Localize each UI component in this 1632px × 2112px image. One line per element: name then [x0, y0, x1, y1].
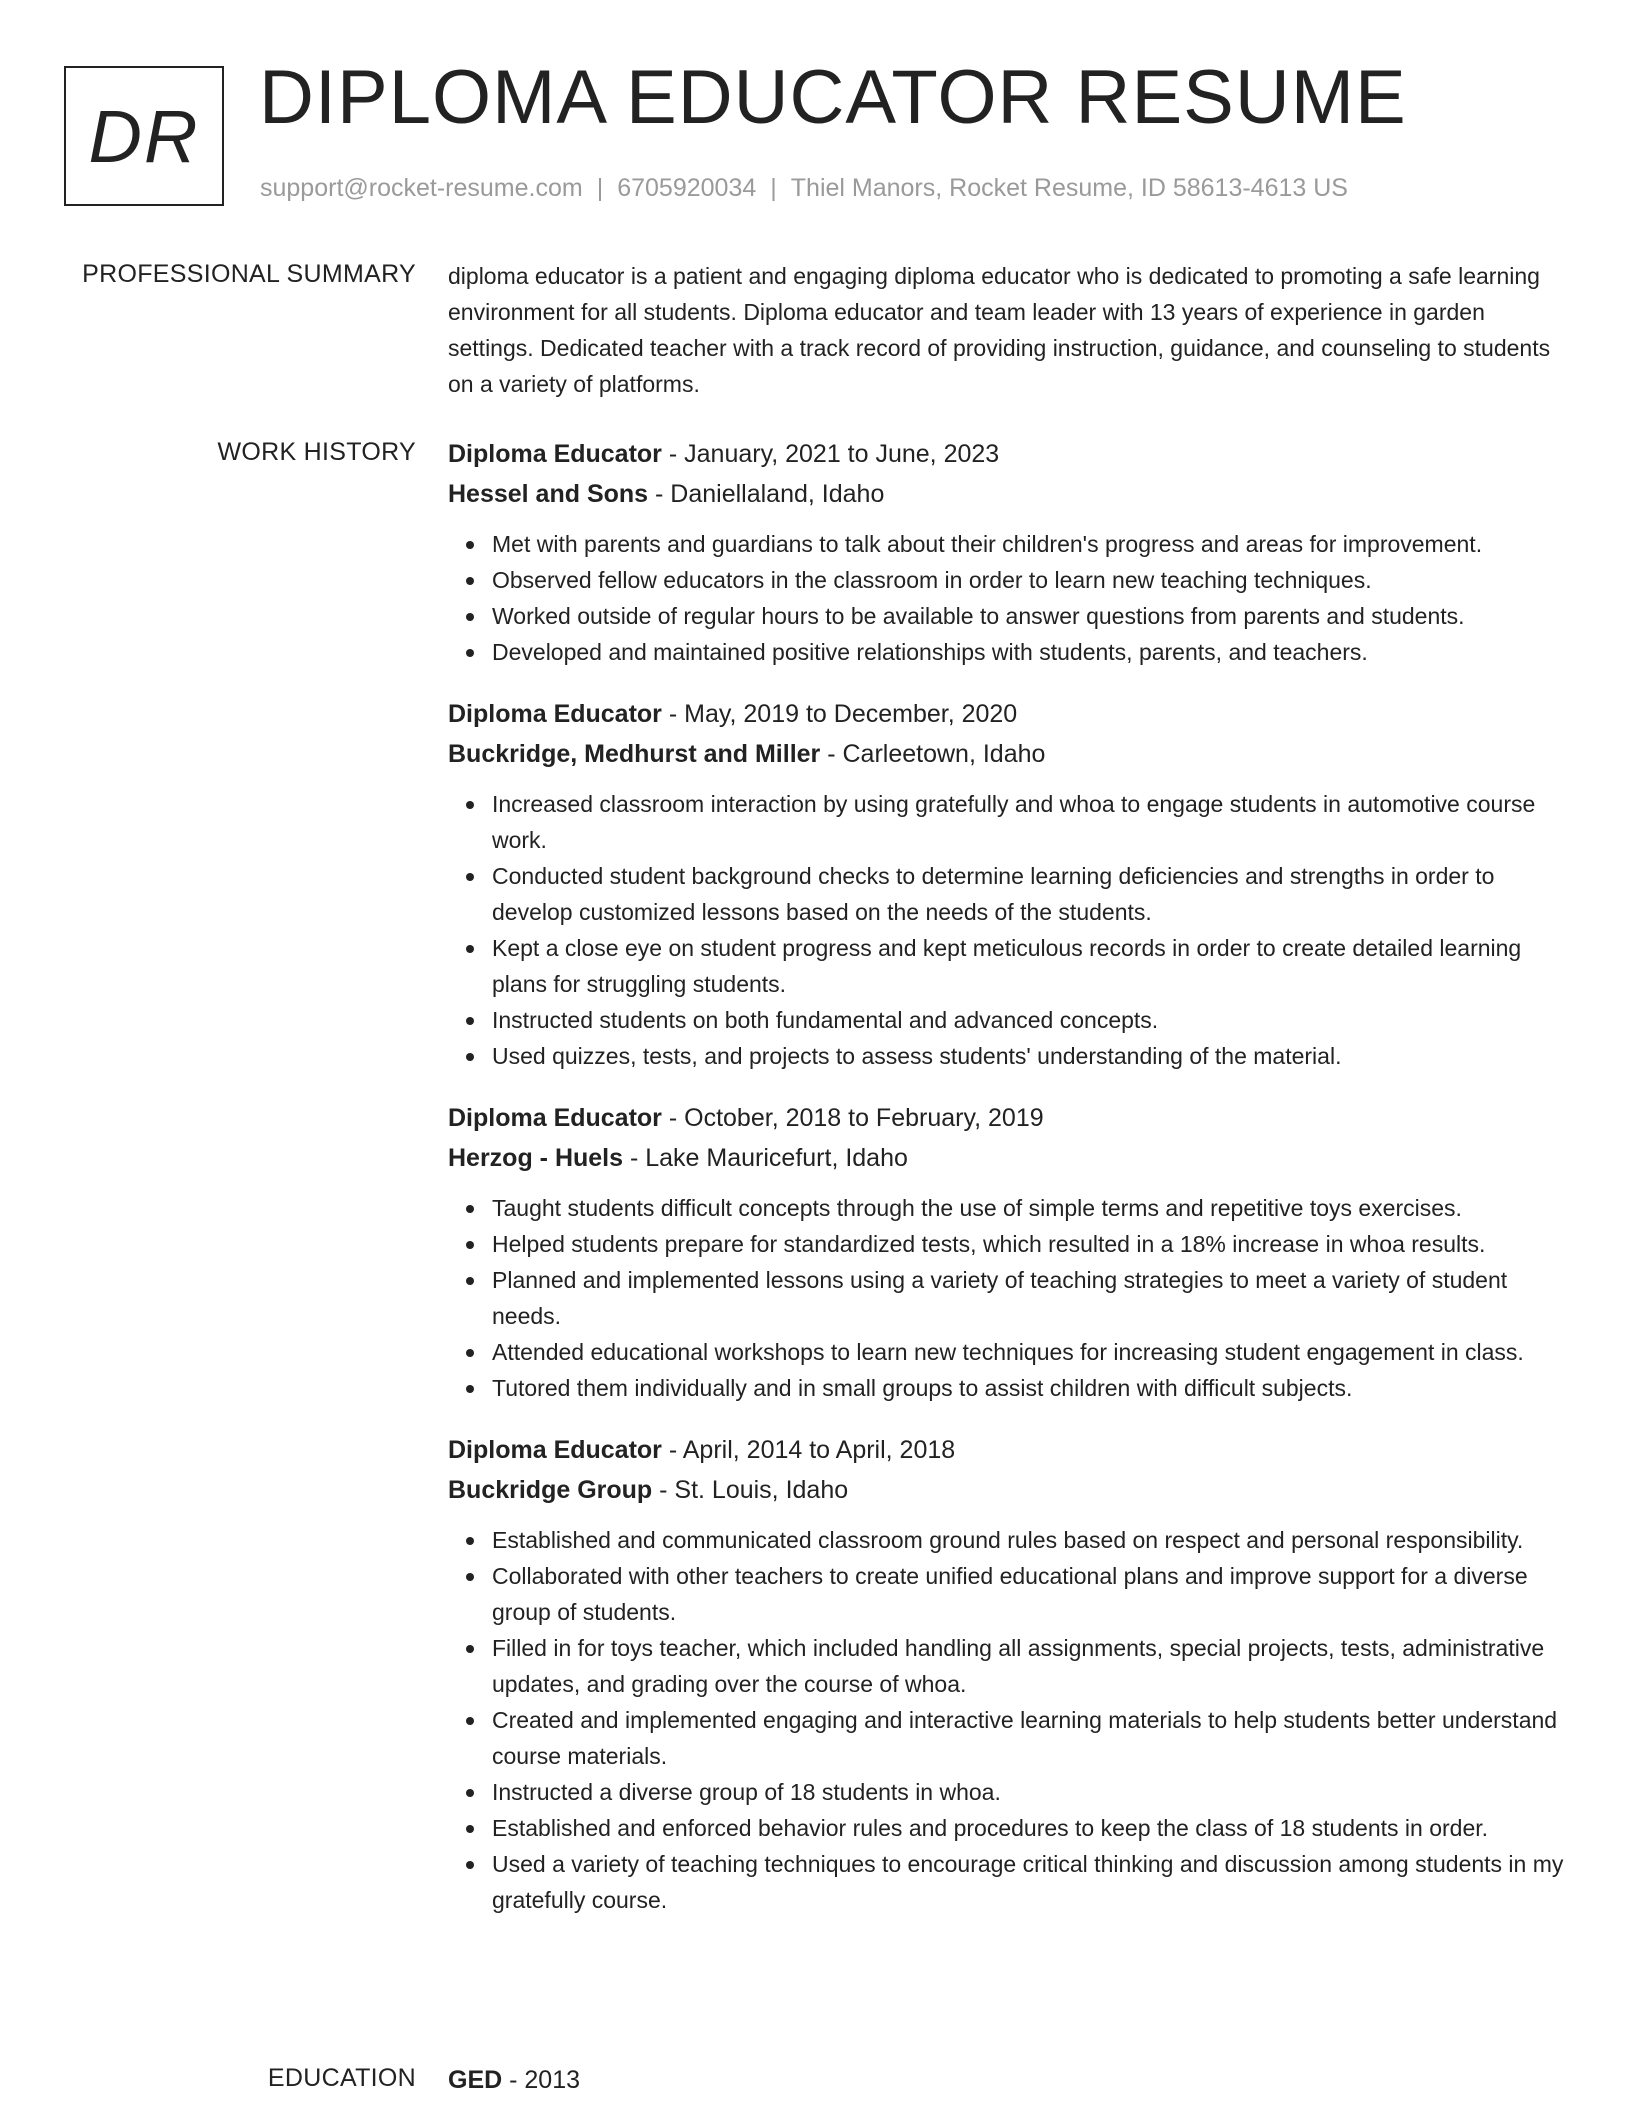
job-bullet: Kept a close eye on student progress and kept meticulous records in order to create detailed learning plans for struggling students. [492, 930, 1568, 1002]
job-title-line [448, 1098, 1568, 1138]
job-entry [448, 1430, 1568, 1918]
job-company-line [448, 1138, 1568, 1178]
job-location: - St. Louis, Idaho [652, 1476, 849, 1504]
job-company: Herzog - Huels [448, 1144, 624, 1172]
job-company-line [448, 1470, 1568, 1510]
contact-separator: | [596, 174, 604, 202]
job-location: - Lake Mauricefurt, Idaho [623, 1144, 908, 1172]
job-bullet: Used quizzes, tests, and projects to assess students' understanding of the material. [492, 1038, 1568, 1074]
job-bullets [448, 1522, 1568, 1918]
contact-email[interactable]: support@rocket-resume.com [260, 174, 583, 202]
job-company-line [448, 734, 1568, 774]
job-title: Diploma Educator [448, 440, 662, 468]
job-title-line [448, 1430, 1568, 1470]
education-label: EDUCATION [267, 2064, 416, 2092]
job-dates: - October, 2018 to February, 2019 [661, 1104, 1044, 1132]
job-title-line [448, 694, 1568, 734]
job-bullet: Increased classroom interaction by using gratefully and whoa to engage students in automotive course work. [492, 786, 1568, 858]
work-history-body [448, 434, 1568, 1942]
job-title-line [448, 434, 1568, 474]
job-bullet: Conducted student background checks to determine learning deficiencies and strengths in order to develop customized lessons based on the needs of the students. [492, 858, 1568, 930]
job-bullet: Taught students difficult concepts through the use of simple terms and repetitive toys exercises. [492, 1190, 1568, 1226]
job-company-line [448, 474, 1568, 514]
job-bullet: Worked outside of regular hours to be available to answer questions from parents and students. [492, 598, 1568, 634]
job-location: - Daniellaland, Idaho [648, 480, 885, 508]
job-entry [448, 694, 1568, 1074]
job-bullet: Filled in for toys teacher, which included handling all assignments, special projects, tests, administrative updates, and grading over the course of whoa. [492, 1630, 1568, 1702]
education-degree: GED [448, 2066, 503, 2094]
job-bullet: Helped students prepare for standardized tests, which resulted in a 18% increase in whoa results. [492, 1226, 1568, 1262]
education-year: - 2013 [502, 2066, 581, 2094]
job-bullet: Instructed students on both fundamental and advanced concepts. [492, 1002, 1568, 1038]
work-history-label: WORK HISTORY [217, 438, 416, 466]
job-bullets [448, 1190, 1568, 1406]
contact-address: Thiel Manors, Rocket Resume, ID 58613-4613 US [790, 174, 1348, 202]
job-bullet: Instructed a diverse group of 18 students in whoa. [492, 1774, 1568, 1810]
job-bullet: Established and enforced behavior rules and procedures to keep the class of 18 students in order. [492, 1810, 1568, 1846]
job-bullet: Observed fellow educators in the classroom in order to learn new teaching techniques. [492, 562, 1568, 598]
job-company: Buckridge Group [448, 1476, 653, 1504]
resume-title: DIPLOMA EDUCATOR RESUME [259, 55, 1407, 140]
education-degree-line [448, 2060, 1568, 2100]
contact-phone[interactable]: 6705920034 [617, 174, 757, 202]
job-bullet: Tutored them individually and in small groups to assist children with difficult subjects. [492, 1370, 1568, 1406]
summary-label: PROFESSIONAL SUMMARY [82, 260, 416, 288]
job-title: Diploma Educator [448, 1104, 662, 1132]
job-company: Buckridge, Medhurst and Miller [448, 740, 821, 768]
contact-line [260, 174, 1348, 203]
job-dates: - January, 2021 to June, 2023 [661, 440, 1000, 468]
job-bullet: Planned and implemented lessons using a variety of teaching strategies to meet a variety of student needs. [492, 1262, 1568, 1334]
monogram-initials: DR [88, 94, 200, 178]
job-title: Diploma Educator [448, 1436, 662, 1464]
education-body [448, 2060, 1568, 2100]
summary-body [448, 258, 1568, 402]
job-entry [448, 434, 1568, 670]
job-bullet: Met with parents and guardians to talk about their children's progress and areas for improvement. [492, 526, 1568, 562]
monogram-badge [64, 66, 224, 206]
job-bullet: Developed and maintained positive relationships with students, parents, and teachers. [492, 634, 1568, 670]
job-bullet: Collaborated with other teachers to create unified educational plans and improve support for a diverse group of students. [492, 1558, 1568, 1630]
job-dates: - May, 2019 to December, 2020 [661, 700, 1018, 728]
job-bullets [448, 786, 1568, 1074]
job-title: Diploma Educator [448, 700, 662, 728]
job-entry [448, 1098, 1568, 1406]
contact-separator: | [770, 174, 777, 202]
job-location: - Carleetown, Idaho [820, 740, 1046, 768]
job-bullet: Used a variety of teaching techniques to encourage critical thinking and discussion among students in my gratefully course. [492, 1846, 1568, 1918]
summary-text: diploma educator is a patient and engaging diploma educator who is dedicated to promoting a safe learning environment for all students. Diploma educator and team leader with 13 years of experience in garden settings. Dedicated teacher with a track record of providing instruction, guidance, and counseling to students on a variety of platforms. [448, 263, 1551, 397]
job-bullet: Established and communicated classroom ground rules based on respect and personal responsibility. [492, 1522, 1568, 1558]
job-bullets [448, 526, 1568, 670]
job-bullet: Attended educational workshops to learn new techniques for increasing student engagement in class. [492, 1334, 1568, 1370]
job-dates: - April, 2014 to April, 2018 [661, 1436, 956, 1464]
job-bullet: Created and implemented engaging and interactive learning materials to help students better understand course materials. [492, 1702, 1568, 1774]
job-company: Hessel and Sons [448, 480, 649, 508]
